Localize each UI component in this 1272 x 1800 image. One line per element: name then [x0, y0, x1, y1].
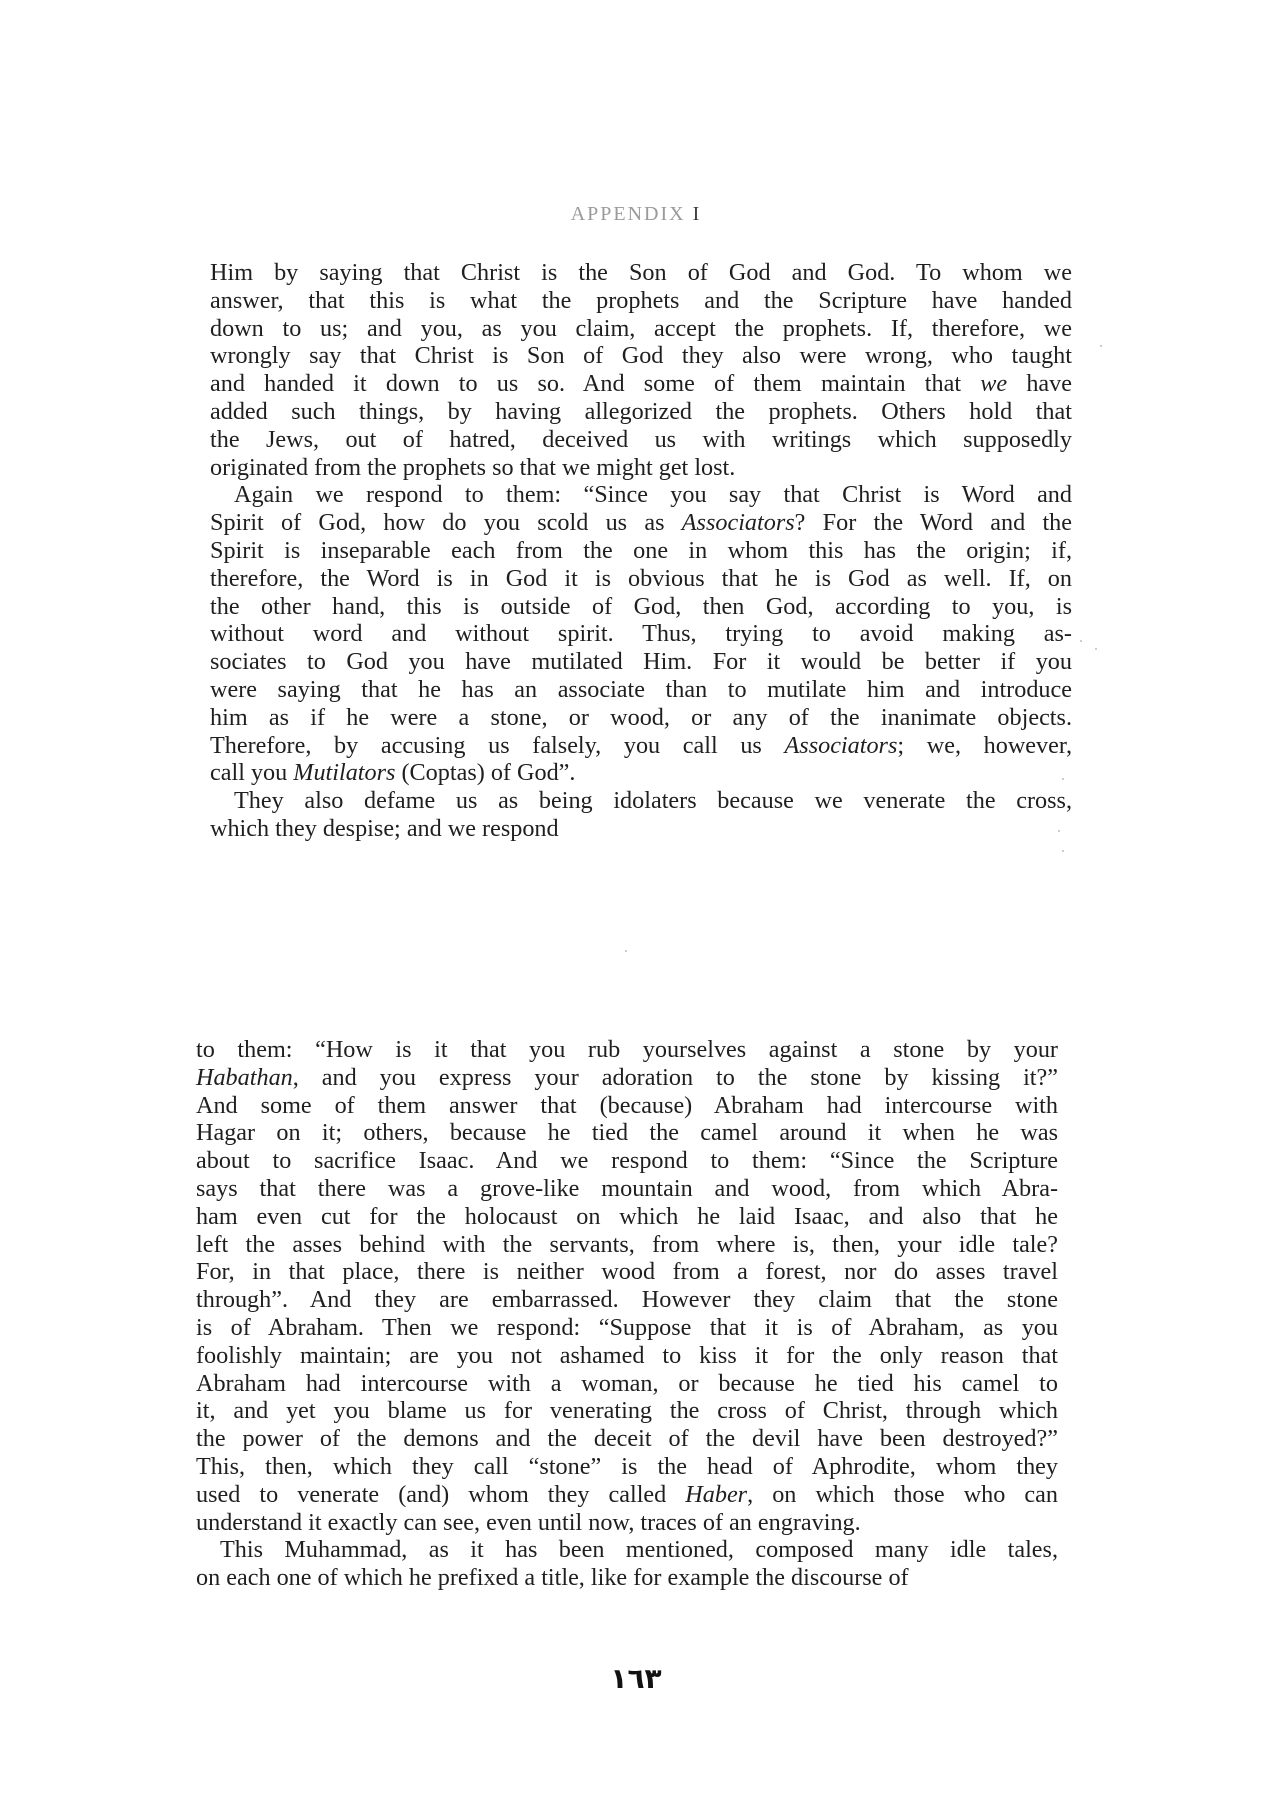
text-line: understand it exactly can see, even until now, traces of an engraving.: [196, 1508, 861, 1536]
italic-term: we: [980, 370, 1008, 398]
text-line: sociates to God you have mutilated Him. For it would be better if you: [210, 648, 1072, 676]
scan-speck: [1095, 648, 1097, 650]
italic-term: Associators: [681, 509, 795, 537]
text-line: For, in that place, there is neither wood from a forest, nor do asses travel: [196, 1258, 1058, 1286]
text-block-upper: [210, 259, 1072, 843]
text-line: They also defame us as being idolaters because we venerate the cross,: [234, 787, 1072, 815]
running-head-number: I: [692, 203, 702, 225]
scan-speck: [1100, 345, 1102, 347]
text-line: [210, 732, 1072, 760]
text-line: Abraham had intercourse with a woman, or because he tied his camel to: [196, 1369, 1058, 1397]
running-head-title: APPENDIX: [570, 203, 686, 225]
text-line: [210, 370, 1072, 398]
text-line: him as if he were a stone, or wood, or any of the inanimate objects.: [210, 703, 1072, 731]
text-segment: and handed it down to us so. And some of them maintain that: [210, 370, 981, 398]
italic-term: Mutilators: [293, 759, 396, 787]
text-line: Him by saying that Christ is the Son of God and God. To whom we: [210, 259, 1072, 286]
scan-speck: [1062, 778, 1064, 780]
scan-speck: [1080, 640, 1082, 642]
text-line: the other hand, this is outside of God, then God, according to you, is: [210, 592, 1072, 620]
page-number: ١٦٣: [610, 1662, 662, 1695]
scan-speck: [625, 950, 627, 952]
scan-speck: [1058, 830, 1060, 832]
text-line: [210, 759, 1072, 787]
text-line: answer, that this is what the prophets and the Scripture have handed: [210, 286, 1072, 314]
text-line: [210, 509, 1072, 537]
text-line: the Jews, out of hatred, deceived us with writings which supposedly: [210, 425, 1072, 453]
italic-term: Habathan: [196, 1063, 293, 1091]
text-line: This, then, which they call “stone” is the head of Aphrodite, whom they: [196, 1452, 1058, 1480]
text-line: therefore, the Word is in God it is obvious that he is God as well. If, on: [210, 564, 1072, 592]
text-segment: , and you express your adoration to the stone by kissing it?”: [292, 1063, 1058, 1091]
text-line: [196, 1481, 1058, 1509]
text-segment: (Coptas) of God”.: [395, 759, 576, 787]
text-line: added such things, by having allegorized the prophets. Others hold that: [210, 397, 1072, 425]
text-line: were saying that he has an associate than to mutilate him and introduce: [210, 675, 1072, 703]
text-segment: Spirit of God, how do you scold us as: [210, 509, 682, 537]
text-line: left the asses behind with the servants, from where is, then, your idle tale?: [196, 1230, 1058, 1258]
text-segment: used to venerate (and) whom they called: [196, 1480, 686, 1508]
text-line: to them: “How is it that you rub yourselves against a stone by your: [196, 1036, 1058, 1063]
text-line: foolishly maintain; are you not ashamed to kiss it for the only reason that: [196, 1341, 1058, 1369]
text-line: through”. And they are embarrassed. However they claim that the stone: [196, 1286, 1058, 1314]
text-line: Again we respond to them: “Since you say that Christ is Word and: [234, 481, 1072, 509]
text-line: [196, 1064, 1058, 1092]
text-line: originated from the prophets so that we might get lost.: [210, 453, 736, 481]
text-line: is of Abraham. Then we respond: “Suppose that it is of Abraham, as you: [196, 1313, 1058, 1341]
text-line: Hagar on it; others, because he tied the camel around it when he was: [196, 1119, 1058, 1147]
text-line: Spirit is inseparable each from the one in whom this has the origin; if,: [210, 536, 1072, 564]
text-line: about to sacrifice Isaac. And we respond to them: “Since the Scripture: [196, 1147, 1058, 1175]
text-segment: ? For the Word and the: [794, 509, 1072, 537]
text-segment: call you: [210, 759, 294, 787]
text-line: wrongly say that Christ is Son of God they also were wrong, who taught: [210, 342, 1072, 370]
text-segment: Therefore, by accusing us falsely, you call us: [210, 731, 785, 759]
text-segment: , on which those who can: [747, 1480, 1058, 1508]
scan-speck: [1062, 850, 1064, 852]
text-line: the power of the demons and the deceit of the devil have been destroyed?”: [196, 1425, 1058, 1453]
text-block-lower: [196, 1036, 1058, 1592]
text-line: And some of them answer that (because) Abraham had intercourse with: [196, 1091, 1058, 1119]
text-line: without word and without spirit. Thus, trying to avoid making as-: [210, 620, 1072, 648]
italic-term: Associators: [784, 731, 898, 759]
text-segment: ; we, however,: [897, 731, 1073, 759]
text-line: says that there was a grove-like mountain and wood, from which Abra-: [196, 1174, 1058, 1202]
running-head: [0, 203, 1272, 226]
text-line: it, and yet you blame us for venerating the cross of Christ, through which: [196, 1397, 1058, 1425]
text-line: This Muhammad, as it has been mentioned, composed many idle tales,: [220, 1536, 1058, 1564]
text-line: on each one of which he prefixed a title, like for example the discourse of: [196, 1564, 909, 1592]
italic-term: Haber: [685, 1480, 748, 1508]
text-line: which they despise; and we respond: [210, 814, 559, 842]
text-line: down to us; and you, as you claim, accept the prophets. If, therefore, we: [210, 314, 1072, 342]
text-segment: have: [1007, 370, 1072, 398]
text-line: ham even cut for the holocaust on which he laid Isaac, and also that he: [196, 1202, 1058, 1230]
